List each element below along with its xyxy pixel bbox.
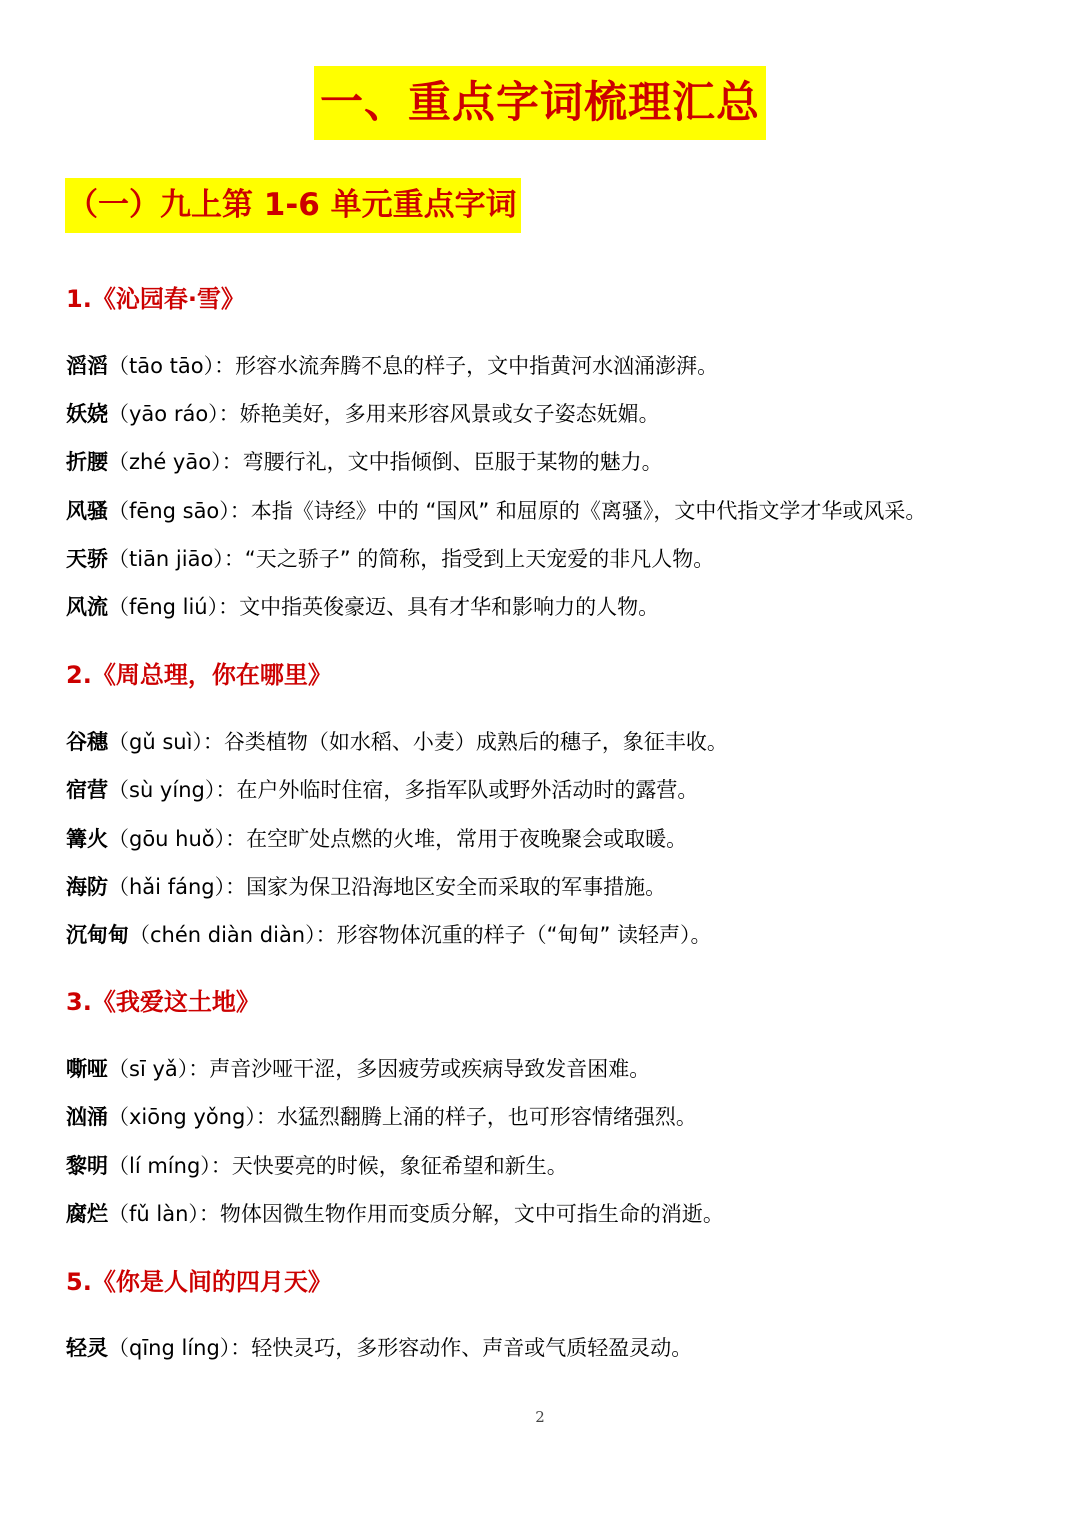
entry-term: 折腰 (66, 450, 108, 474)
entry-pinyin: （qīng líng） (108, 1336, 231, 1360)
entry-term: 腐烂 (66, 1202, 108, 1226)
entry-term: 篝火 (66, 827, 108, 851)
entry-fengsao (66, 496, 926, 526)
entry-definition: ：声音沙哑干涩，多因疲劳或疾病导致发音困难。 (188, 1057, 651, 1081)
entry-definition: ：在户外临时住宿，多指军队或野外活动时的露营。 (215, 778, 699, 802)
entry-gusui (66, 727, 728, 757)
section-title-3: 3.《我爱这土地》 (66, 988, 260, 1016)
entry-pinyin: （gǔ suì） (108, 730, 203, 754)
entry-term: 天骄 (66, 547, 108, 571)
entry-xiongyong (66, 1102, 697, 1132)
entry-siya (66, 1054, 650, 1084)
entry-pinyin: （gōu huǒ） (108, 827, 226, 851)
entry-pinyin: （tāo tāo） (108, 354, 215, 378)
entry-tianjiao (66, 544, 714, 574)
entry-pinyin: （hǎi fáng） (108, 875, 226, 899)
entry-definition: ：谷类植物（如水稻、小麦）成熟后的穗子，象征丰收。 (202, 730, 728, 754)
entry-definition: ：水猛烈翻腾上涌的样子，也可形容情绪强烈。 (255, 1105, 697, 1129)
entry-liming (66, 1151, 568, 1181)
entry-term: 嘶哑 (66, 1057, 108, 1081)
entry-chendiandian (66, 920, 712, 950)
entry-pinyin: （sù yíng） (108, 778, 216, 802)
entry-term: 谷穗 (66, 730, 108, 754)
entry-fulan (66, 1199, 724, 1229)
entry-pinyin: （yāo ráo） (108, 402, 219, 426)
entry-definition: ：本指《诗经》中的 “国风” 和屈原的《离骚》，文中代指文学才华或风采。 (229, 499, 927, 523)
entry-fengliu (66, 592, 659, 622)
entry-definition: ：轻快灵巧，多形容动作、声音或气质轻盈灵动。 (230, 1336, 693, 1360)
entry-pinyin: （tiān jiāo） (108, 547, 224, 571)
entry-term: 轻灵 (66, 1336, 108, 1360)
entry-definition: ：文中指英俊豪迈、具有才华和影响力的人物。 (218, 595, 660, 619)
entry-definition: ：形容水流奔腾不息的样子，文中指黄河水汹涌澎湃。 (214, 354, 719, 378)
entry-definition: ：形容物体沉重的样子（“甸甸” 读轻声）。 (315, 923, 712, 947)
subtitle: （一）九上第 1-6 单元重点字词 (65, 178, 521, 233)
section-title-5: 5.《你是人间的四月天》 (66, 1268, 332, 1296)
entry-pinyin: （fēng liú） (108, 595, 219, 619)
entry-term: 滔滔 (66, 354, 108, 378)
entry-term: 风流 (66, 595, 108, 619)
section-title-1: 1.《沁园春·雪》 (66, 285, 245, 313)
entry-pinyin: （fēng sāo） (108, 499, 230, 523)
entry-term: 黎明 (66, 1154, 108, 1178)
entry-definition: ：“天之骄子” 的简称，指受到上天宠爱的非凡人物。 (223, 547, 715, 571)
entry-definition: ：在空旷处点燃的火堆，常用于夜晚聚会或取暖。 (225, 827, 688, 851)
entry-term: 风骚 (66, 499, 108, 523)
entry-pinyin: （chén diàn diàn） (129, 923, 316, 947)
entry-term: 汹涌 (66, 1105, 108, 1129)
page-number: 2 (535, 1408, 545, 1426)
section-title-2: 2.《周总理，你在哪里》 (66, 661, 332, 689)
entry-definition: ：物体因微生物作用而变质分解，文中可指生命的消逝。 (198, 1202, 724, 1226)
main-title: 一、重点字词梳理汇总 (314, 66, 766, 140)
entry-qingling (66, 1333, 692, 1363)
main-title-container (0, 66, 1080, 140)
entry-term: 沉甸甸 (66, 923, 129, 947)
entry-definition: ：国家为保卫沿海地区安全而采取的军事措施。 (225, 875, 667, 899)
entry-yaorao (66, 399, 660, 429)
entry-pinyin: （fǔ làn） (108, 1202, 199, 1226)
entry-suying (66, 775, 698, 805)
entry-gouhuo (66, 824, 687, 854)
entry-term: 宿营 (66, 778, 108, 802)
entry-pinyin: （xiōng yǒng） (108, 1105, 256, 1129)
entry-haifang (66, 872, 666, 902)
entry-definition: ：天快要亮的时候，象征希望和新生。 (210, 1154, 568, 1178)
entry-zheyao (66, 447, 663, 477)
entry-pinyin: （sī yǎ） (108, 1057, 189, 1081)
entry-taotao (66, 351, 718, 381)
entry-definition: ：娇艳美好，多用来形容风景或女子姿态妩媚。 (218, 402, 660, 426)
entry-term: 海防 (66, 875, 108, 899)
entry-pinyin: （zhé yāo） (108, 450, 222, 474)
entry-definition: ：弯腰行礼，文中指倾倒、臣服于某物的魅力。 (221, 450, 663, 474)
entry-pinyin: （lí míng） (108, 1154, 211, 1178)
entry-term: 妖娆 (66, 402, 108, 426)
